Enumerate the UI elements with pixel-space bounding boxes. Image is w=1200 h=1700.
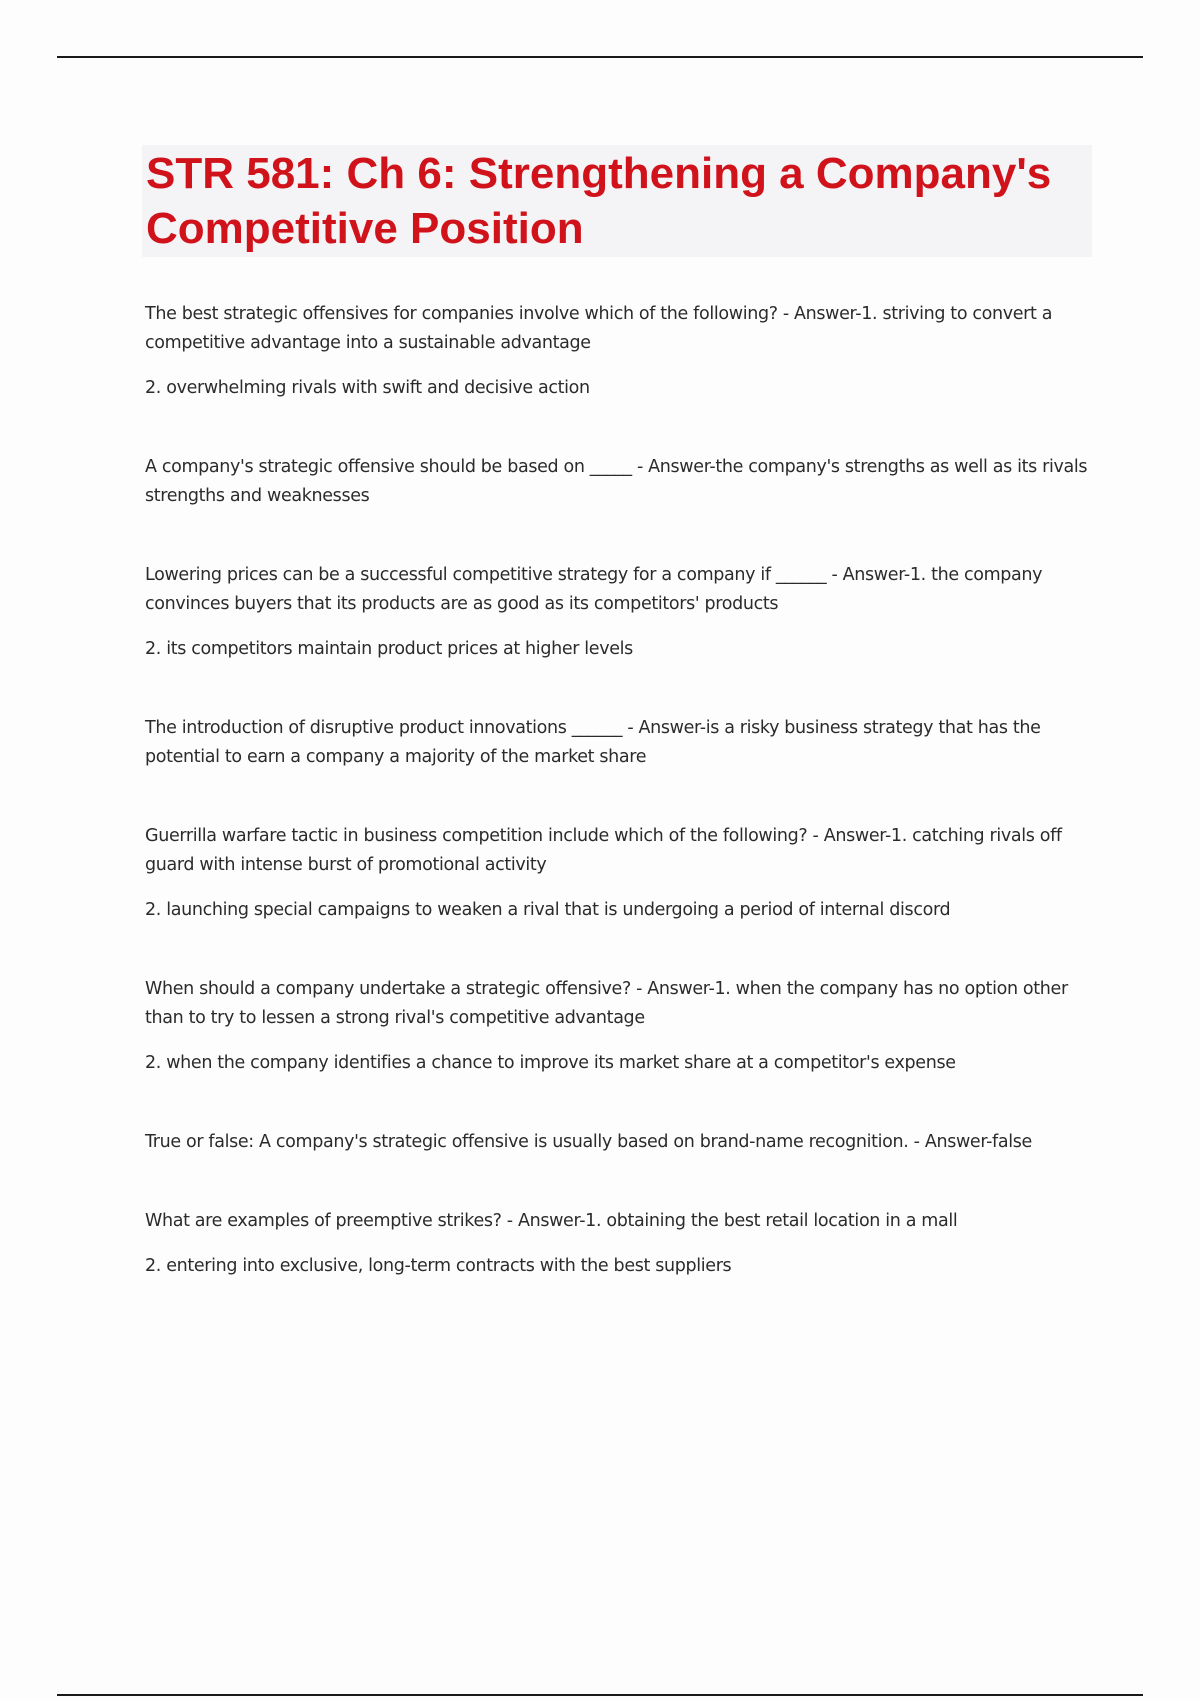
qa-text: The best strategic offensives for companies involve which of the following? - Answer-1. striving to convert a competitive advantage into a sustainable advantage [145, 304, 1053, 353]
qa-list [145, 300, 1090, 1331]
qa-text: When should a company undertake a strategic offensive? - Answer-1. when the company has no option other than to try to lessen a strong rival's competitive advantage [145, 979, 1068, 1028]
qa-extra-line: 2. when the company identifies a chance to improve its market share at a competitor's expense [145, 1053, 956, 1073]
qa-extra-line: 2. entering into exclusive, long-term contracts with the best suppliers [145, 1256, 732, 1276]
qa-text: Lowering prices can be a successful competitive strategy for a company if ______ - Answer-1. the company convinces buyers that its products are as good as its competitors' products [145, 565, 1043, 614]
qa-text: A company's strategic offensive should be based on _____ - Answer-the company's strengths as well as its rivals strengths and weaknesses [145, 457, 1088, 506]
qa-item [145, 1128, 1090, 1157]
qa-item [145, 822, 1090, 925]
qa-item [145, 453, 1090, 511]
qa-extra-line: 2. its competitors maintain product prices at higher levels [145, 639, 633, 659]
top-rule [57, 56, 1143, 58]
bottom-rule [57, 1694, 1143, 1696]
qa-item [145, 561, 1090, 664]
qa-item [145, 1207, 1090, 1281]
qa-text: True or false: A company's strategic offensive is usually based on brand-name recognition. - Answer-false [145, 1132, 1032, 1152]
qa-item [145, 714, 1090, 772]
qa-item [145, 975, 1090, 1078]
qa-text: Guerrilla warfare tactic in business competition include which of the following? - Answer-1. catching rivals off guard with intense burst of promotional activity [145, 826, 1062, 875]
qa-text: What are examples of preemptive strikes? - Answer-1. obtaining the best retail location in a mall [145, 1211, 958, 1231]
page-title: STR 581: Ch 6: Strengthening a Company's Competitive Position [146, 149, 1052, 253]
qa-extra-line: 2. overwhelming rivals with swift and decisive action [145, 378, 590, 398]
qa-text: The introduction of disruptive product innovations ______ - Answer-is a risky business strategy that has the potential to earn a company a majority of the market share [145, 718, 1041, 767]
qa-extra-line: 2. launching special campaigns to weaken a rival that is undergoing a period of internal discord [145, 900, 951, 920]
qa-item [145, 300, 1090, 403]
